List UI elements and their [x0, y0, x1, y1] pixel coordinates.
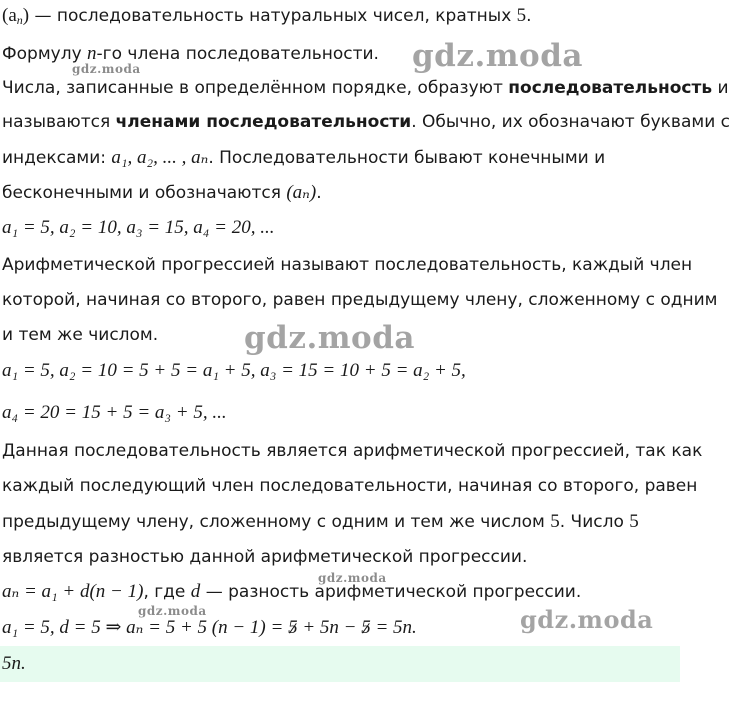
watermark: gdz.moda [318, 571, 387, 585]
arith-def-line-3: и тем же числом. [2, 325, 159, 345]
definition-line-2: называются членами последовательности. Обычно, их обозначают буквами с [2, 112, 730, 132]
watermark: gdz.moda [412, 38, 583, 74]
answer-box [0, 646, 680, 682]
intro-line: $(a_n)$ — последовательность натуральных чисел, кратных 5. [2, 5, 532, 27]
watermark: gdz.moda [72, 62, 141, 76]
example-sequence: a₁ = 5, a₂ = 10, a₃ = 15, a₄ = 20, ... [2, 217, 275, 238]
nth-term-formula: aₙ = a₁ + d(n − 1), где d — разность арифметической прогрессии. [2, 581, 582, 602]
watermark: gdz.moda [244, 320, 415, 356]
explanation-line-3: предыдущему члену, сложенному с одним и тем же числом 5. Число 5 [2, 511, 639, 532]
answer-text: 5n. [2, 653, 26, 674]
solution-line: a₁ = 5, d = 5 ⇒ aₙ = 5 + 5 (n − 1) = 5 + 5n − 5 = 5n. [2, 617, 417, 638]
definition-line-3: индексами: a₁, a₂, ... , aₙ. Последовательности бывают конечными и [2, 147, 606, 168]
definition-line-1: Числа, записанные в определённом порядке, образуют последовательность и [2, 78, 729, 98]
explanation-line-1: Данная последовательность является арифметической прогрессией, так как [2, 441, 703, 461]
example-progression-1: a₁ = 5, a₂ = 10 = 5 + 5 = a₁ + 5, a₃ = 15 = 10 + 5 = a₂ + 5, [2, 360, 466, 381]
cancelled-term: 5 [361, 617, 371, 638]
arith-def-line-1: Арифметической прогрессией называют последовательность, каждый член [2, 255, 693, 275]
explanation-line-4: является разностью данной арифметической прогрессии. [2, 547, 528, 567]
example-progression-2: a₄ = 20 = 15 + 5 = a₃ + 5, ... [2, 402, 227, 423]
watermark: gdz.moda [138, 604, 207, 618]
cancelled-term: 5 [288, 617, 298, 638]
explanation-line-2: каждый последующий член последовательности, начиная со второго, равен [2, 476, 698, 496]
definition-line-4: бесконечными и обозначаются (aₙ). [2, 182, 322, 203]
seq-notation: $(a_n)$ [2, 5, 30, 27]
watermark: gdz.moda [520, 605, 654, 634]
arith-def-line-2: которой, начиная со второго, равен предыдущему члену, сложенному с одним [2, 290, 718, 310]
task-line: Формулу n-го члена последовательности. [2, 43, 379, 64]
